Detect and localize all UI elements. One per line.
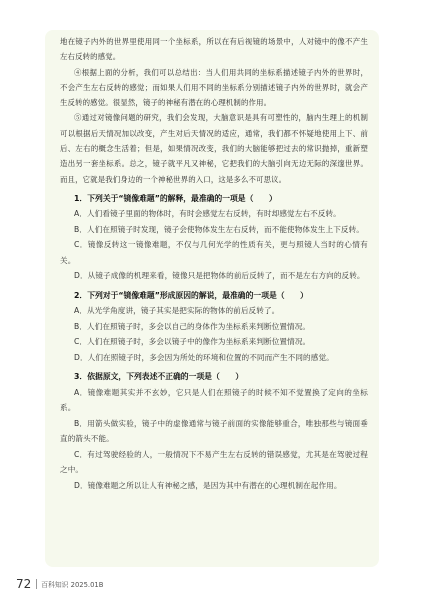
question-option: A．人们看镜子里面的物体时，有时会感觉左右反转，有时却感觉左右不反转。 <box>74 209 341 219</box>
question-option: B．人们在照镜子时，多会以自己的身体作为坐标系来判断位置情况。 <box>74 321 311 331</box>
question-2 <box>60 288 368 366</box>
question-option: A．从光学角度讲，镜子其实是把实际的物体的前后反转了。 <box>74 306 280 316</box>
passage-paragraph-4: ④根据上面的分析，我们可以总结出：当人们用共同的坐标系描述镜子内外的世界时，不会产生左右反转的感觉；而如果人们用不同的坐标系分别描述镜子内外的世界时，就会产生反转的感觉。很显然，镜子的神秘有潜在的心理机制的作用。 <box>60 67 368 108</box>
publication-info: 百科知识 2025.01B <box>41 581 104 589</box>
question-title: 2．下列对于“镜像难题”形成原因的解说，最准确的一项是（ ） <box>74 290 308 300</box>
question-option: A．镜像难题其实并不玄妙，它只是人们在照镜子的时候不知不觉置换了定向的坐标系。 <box>60 387 368 413</box>
passage-paragraph-5: ⑤通过对镜像问题的研究，我们会发现，大脑意识是具有可塑性的，脑内生理上的机制可以根据后天情况加以改变，产生对后天情况的适应，通常，我们都不怀疑地使用上下、前后、左右的概念生活着；但是，如果情况改变，我们的大脑能够把过去的常识抛掉，重新塑造出另一套坐标系。总之，镜子就平凡又神秘，它把我们的大脑引向无边无际的深邃世界。而且，它就是我们身边的一个神秘世界的入口，这是多么不可思议。 <box>60 113 368 184</box>
page-number: 72 <box>16 577 32 591</box>
article-content <box>60 34 368 493</box>
passage-paragraph-continued: 地在镜子内外的世界里使用同一个坐标系，所以在有后视镜的场景中，人对镜中的像不产生左右反转的感觉。 <box>60 37 368 62</box>
question-option: B．人们在照镜子时发现，镜子会使物体发生左右反转，而不能使物体发生上下反转。 <box>74 224 364 234</box>
question-1 <box>60 191 368 284</box>
question-3 <box>60 369 368 493</box>
question-option: D．人们在照镜子时，多会因为所处的环境和位置的不同而产生不同的感觉。 <box>74 352 334 362</box>
question-title: 3．依据原文，下列表述不正确的一项是（ ） <box>74 372 244 382</box>
page-footer <box>16 576 103 592</box>
question-title: 1．下列关于“镜像难题”的解释，最准确的一项是（ ） <box>74 193 277 203</box>
question-option: C．人们在照镜子时，多会以镜子中的像作为坐标系来判断位置情况。 <box>74 337 311 347</box>
question-option: B．用箭头做实验，镜子中的虚像通常与镜子前面的实像能够重合，唯独那些与镜面垂直的箭头不能。 <box>60 418 368 444</box>
footer-divider <box>36 579 37 589</box>
question-option: C．有过驾驶经验的人，一般情况下不易产生左右反转的错误感觉，尤其是在驾驶过程之中。 <box>60 449 368 475</box>
question-option: D．镜像难题之所以让人有神秘之感，是因为其中有潜在的心理机制在起作用。 <box>74 480 342 490</box>
question-option: C．镜像反转这一镜像难题，不仅与几何光学的性质有关，更与照镜人当时的心情有关。 <box>60 240 368 265</box>
question-option: D．从镜子成像的机理来看，镜像只是把物体的前后反转了，而不是左右方向的反转。 <box>74 271 365 281</box>
